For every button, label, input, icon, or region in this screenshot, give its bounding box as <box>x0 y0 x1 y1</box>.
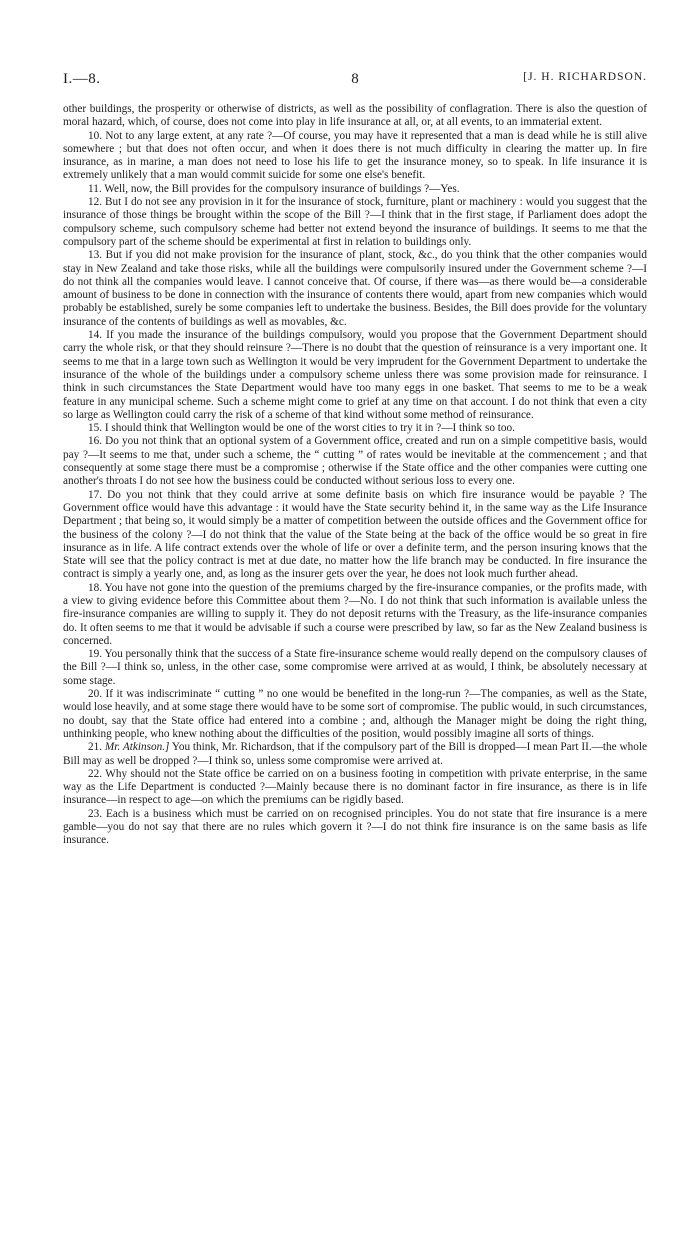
paragraph: 12. But I do not see any provision in it for the insurance of stock, furniture, plant or machinery : would you suggest that the insurance of those things be brought within the scope of the Bill ?—I think that in the first stage, if Parliament does adopt the compulsory scheme, such compulsory scheme had better not extend beyond the insurance of buildings. It seems to me that the compulsory part of the scheme should be experimental at first in relation to buildings only. <box>63 196 647 248</box>
paragraph: 11. Well, now, the Bill provides for the compulsory insurance of buildings ?—Yes. <box>88 182 460 195</box>
document-body <box>63 103 647 848</box>
paragraph-text: You think, Mr. Richardson, that if the compulsory part of the Bill is dropped—I mean Part II.—the whole Bill may as well be dropped ?—I think so, unless some compromise were arrived at. <box>63 741 648 767</box>
paragraph: 13. But if you did not make provision for the insurance of plant, stock, &c., do you think that the other companies would stay in New Zealand and take those risks, while all the buildings were compulsorily insured under the Government scheme ?—I do not think all the companies would leave. I cannot conceive that. Of course, if there was—as there would be—a considerable amount of business to be done in connection with the insurance of contents there would, apart from new companies which would probably be established, surely be some companies left to undertake the business. Besides, the Bill does provide for the voluntary insurance of the contents of buildings as well as movables, &c. <box>63 249 647 328</box>
question-number: 21. <box>88 741 105 754</box>
paragraph <box>63 741 647 768</box>
page-header <box>63 71 647 93</box>
paragraph: 18. You have not gone into the question of the premiums charged by the fire-insurance companies, or the profits made, with a view to giving evidence before this Committee about them ?—No. I do not think that such information is available unless the fire-insurance companies are willing to supply it. They do not deposit returns with the Treasury, as the life-insurance companies do. It often seems to me that it would be advisable if such a course were prescribed by law, so far as the New Zealand business is concerned. <box>63 581 647 647</box>
paragraph: other buildings, the prosperity or otherwise of districts, as well as the possibility of conflagration. There is also the question of moral hazard, which, of course, does not come into play in life insurance at all, or, at all events, to an immaterial extent. <box>63 103 647 129</box>
paragraph: 22. Why should not the State office be carried on on a business footing in competition with private enterprise, in the same way as the Life Department is conducted ?—Mainly because there is no dominant factor in fire insurance, as there is in life insurance—in respect to age—on which the premiums can be rigidly based. <box>63 767 647 807</box>
paragraph: 15. I should think that Wellington would be one of the worst cities to try it in ?—I think so too. <box>88 422 515 435</box>
paragraph: 20. If it was indiscriminate “ cutting ” no one would be benefited in the long-run ?—The companies, as well as the State, would lose heavily, and at some stage there would have to be some sort of compromise. The public would, in such circumstances, no doubt, say that the State office had entered into a combine ; and, although the Manager might be doing the right thing, unthinking people, who knew nothing about the difficulties of the position, would possibly imagine all sorts of things. <box>63 688 647 740</box>
paragraph: 23. Each is a business which must be carried on on recognised principles. You do not state that fire insurance is a mere gamble—you do not say that there are no rules which govern it ?—I do not think fire insurance is on the same basis as life insurance. <box>63 807 647 847</box>
paragraph: 19. You personally think that the success of a State fire-insurance scheme would really depend on the compulsory clauses of the Bill ?—I think so, unless, in the other case, some compromise were arrived at as would, I think, be absolutely necessary at some stage. <box>63 648 647 687</box>
paragraph: 17. Do you not think that they could arrive at some definite basis on which fire insurance would be payable ? The Government office would have this advantage : it would have the State security behind it, in the same way as the Life Insurance Department ; that being so, it would simply be a matter of competition between the outside offices and the Government office for the business of the colony ?—I do not think that the value of the State being at the back of the office would be so great in fire insurance as in life. A life contract extends over the whole of life or over a definite term, and the person insuring knows that the State will see that the policy contract is met at due date, no matter how the life branch may be conducted. In fire insurance the contract is simply a yearly one, and, as long as the insurer gets over the year, he does not look much further ahead. <box>63 488 647 581</box>
witness-name: [J. H. RICHARDSON. <box>523 71 647 83</box>
paragraph: 10. Not to any large extent, at any rate ?—Of course, you may have it represented that a man is dead while he is still alive somewhere ; but that does not often occur, and when it does there is not much difficulty in clearing the matter up. In fire insurance, as in marine, a man does not need to lose his life to get the insurance money, so to speak. In life insurance it is extremely unlikely that a man would commit suicide for some one else's benefit. <box>63 129 647 182</box>
paragraph: 16. Do you not think that an optional system of a Government office, created and run on a simple competitive basis, would pay ?—It seems to me that, under such a scheme, the “ cutting ” of rates would be inevitable at the commencement ; and that consequently at some stage there must be a compromise ; otherwise if the State office and the other companies were cutting one another's throats I do not see how the business could be conducted without serious loss to every one. <box>63 435 647 488</box>
paragraph: 14. If you made the insurance of the buildings compulsory, would you propose that the Government Department should carry the whole risk, or that they should reinsure ?—There is no doubt that the question of reinsurance is a very important one. It seems to me that in a large town such as Wellington it would be very imprudent for the Government Department to undertake the insurance of the whole of the buildings under a compulsory scheme unless there was some provision made for reinsurance. I think in such circumstances the State Department would have too many eggs in one basket. That seems to me to be a weak feature in any municipal scheme. Such a scheme might come to grief at any time on that account. I do not think that even a city so large as Wellington could carry the risk of a scheme of that kind without some method of reinsurance. <box>63 329 647 421</box>
document-page <box>0 71 700 1234</box>
page-reference: I.—8. <box>63 71 101 87</box>
page-number: 8 <box>351 71 359 87</box>
speaker-name: Mr. Atkinson.] <box>104 741 170 754</box>
